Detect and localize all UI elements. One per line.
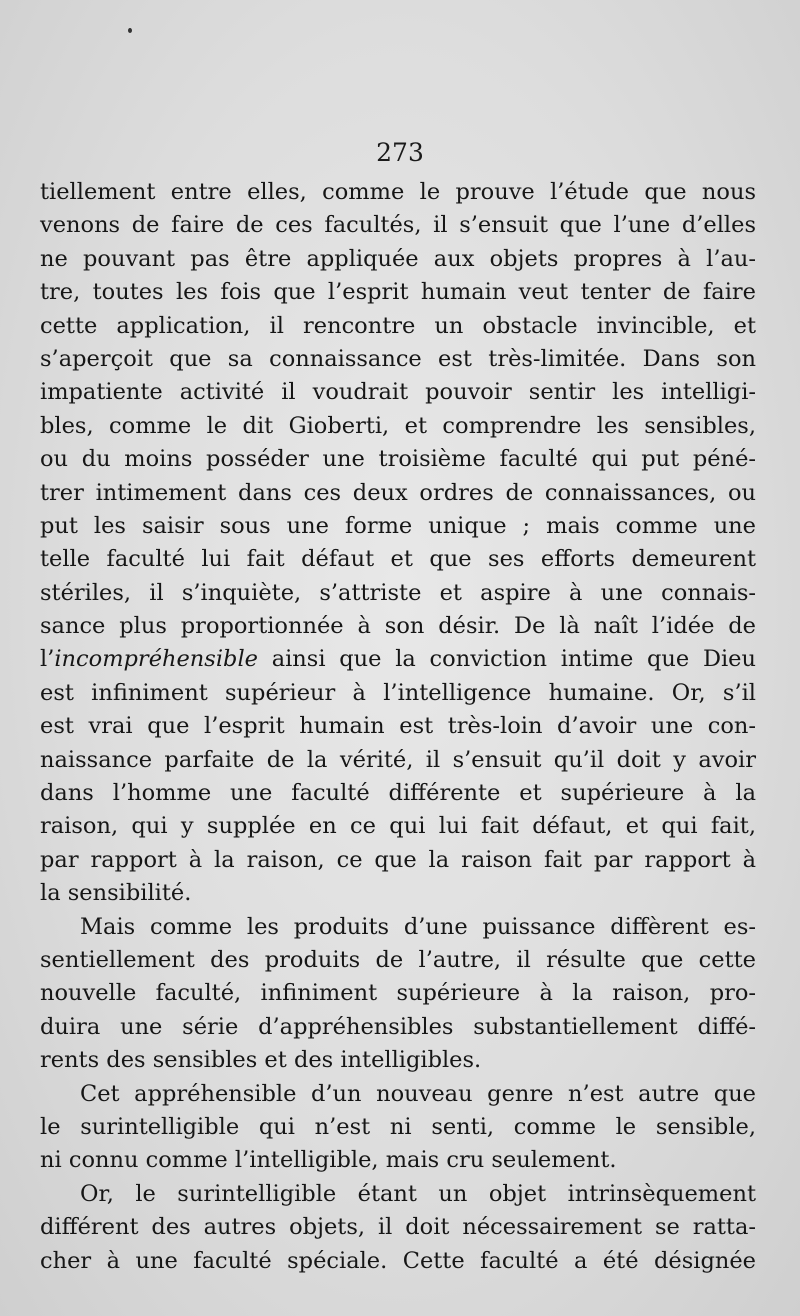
- text-line: tiellement entre elles, comme le prouve l’étude que nous: [40, 179, 756, 205]
- text-line: telle faculté lui fait défaut et que ses efforts demeurent: [40, 546, 756, 573]
- text-line: trer intimement dans ces deux ordres de connaissances, ou: [40, 479, 756, 506]
- text-line: venons de faire de ces facultés, il s’ensuit que l’une d’elles: [40, 212, 756, 239]
- text-line: ne pouvant pas être appliquée aux objets propres à l’au-: [40, 245, 756, 272]
- text-line: Cet appréhensible d’un nouveau genre n’est autre que: [80, 1080, 756, 1107]
- text-line: cher à une faculté spéciale. Cette faculté a été désignée: [40, 1247, 756, 1274]
- italic-term: incompréhensible: [54, 646, 258, 673]
- text-line: tre, toutes les fois que l’esprit humain veut tenter de faire: [40, 279, 756, 306]
- text-line: par rapport à la raison, ce que la raison fait par rapport à: [40, 846, 756, 873]
- text-line: ou du moins posséder une troisième faculté qui put péné-: [40, 446, 756, 473]
- text-line: s’aperçoit que sa connaissance est très-limitée. Dans son: [40, 345, 756, 372]
- text-line: impatiente activité il voudrait pouvoir sentir les intelligi-: [40, 379, 756, 406]
- text-fragment: l’: [40, 646, 55, 673]
- text-line: rents des sensibles et des intelligibles.: [40, 1047, 482, 1074]
- text-line: ni connu comme l’intelligible, mais cru seulement.: [40, 1147, 617, 1174]
- text-fragment: ainsi que la conviction intime que Dieu: [257, 646, 756, 673]
- text-line: la sensibilité.: [40, 880, 192, 907]
- ink-speck: [128, 28, 132, 33]
- text-line: stériles, il s’inquiète, s’attriste et aspire à une connais-: [40, 579, 756, 606]
- text-line: le surintelligible qui n’est ni senti, comme le sensible,: [40, 1113, 756, 1140]
- text-line: cette application, il rencontre un obstacle invincible, et: [40, 312, 756, 339]
- paragraph-4: [40, 1178, 756, 1278]
- paragraph-3: [40, 1078, 756, 1178]
- text-line: put les saisir sous une forme unique ; mais comme une: [40, 512, 756, 539]
- text-line: Mais comme les produits d’une puissance diffèrent es-: [80, 913, 756, 940]
- text-line: naissance parfaite de la vérité, il s’ensuit qu’il doit y avoir: [40, 746, 756, 773]
- paragraph-2: [40, 911, 756, 1078]
- text-line: Or, le surintelligible étant un objet intrinsèquement: [80, 1180, 756, 1207]
- text-line: est infiniment supérieur à l’intelligence humaine. Or, s’il: [40, 679, 756, 706]
- text-line: sance plus proportionnée à son désir. De là naît l’idée de: [40, 613, 756, 640]
- text-line: nouvelle faculté, infiniment supérieure à la raison, pro-: [40, 980, 756, 1007]
- paragraph-1: [40, 176, 756, 911]
- text-line: dans l’homme une faculté différente et supérieure à la: [40, 780, 756, 807]
- text-line: raison, qui y supplée en ce qui lui fait défaut, et qui fait,: [40, 813, 756, 840]
- text-line-with-italic: [40, 643, 756, 676]
- text-line: duira une série d’appréhensibles substantiellement diffé-: [40, 1013, 756, 1040]
- page-number: 273: [376, 138, 424, 167]
- text-line: différent des autres objets, il doit nécessairement se ratta-: [40, 1214, 756, 1241]
- page-text: [40, 176, 756, 1278]
- text-line: sentiellement des produits de l’autre, il résulte que cette: [40, 946, 756, 973]
- text-line: est vrai que l’esprit humain est très-loin d’avoir une con-: [40, 713, 756, 740]
- text-line: bles, comme le dit Gioberti, et comprendre les sensibles,: [40, 412, 756, 439]
